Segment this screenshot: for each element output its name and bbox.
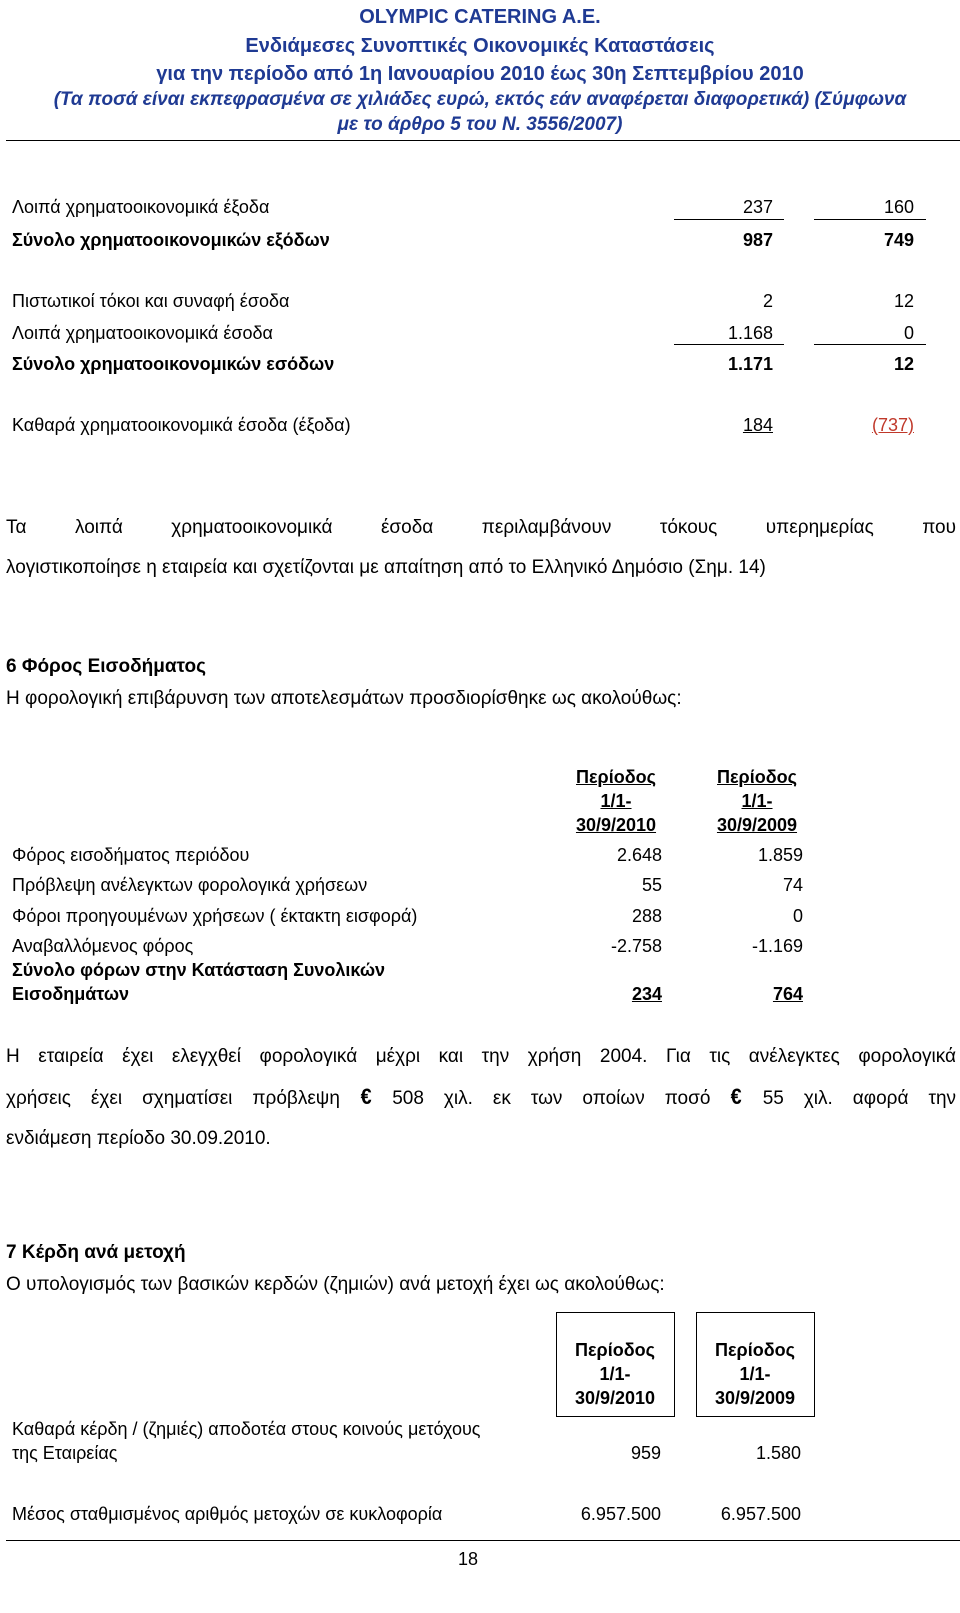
footer-divider bbox=[6, 1540, 960, 1541]
table-row-label: Πρόβλεψη ανέλεγκτων φορολογικά χρήσεων bbox=[12, 875, 368, 895]
table-cell-value: 184 bbox=[742, 415, 773, 435]
paragraph-text: χρήσεις έχει σχηματίσει πρόβλεψη bbox=[6, 1088, 340, 1109]
table-cell-value: -1.169 bbox=[751, 936, 803, 956]
table-cell-value: (737) bbox=[871, 415, 914, 435]
section-intro: Η φορολογική επιβάρυνση των αποτελεσμάτων προσδιορίσθηκε ως ακολούθως: bbox=[6, 688, 682, 709]
column-header bbox=[696, 765, 818, 837]
table-cell-value: 1.580 bbox=[755, 1443, 801, 1463]
table-row-label: της Εταιρείας bbox=[12, 1443, 118, 1463]
column-header-line: 30/9/2009 bbox=[714, 1388, 796, 1408]
table-cell-value: 987 bbox=[742, 230, 773, 250]
report-period: για την περίοδο από 1η Ιανουαρίου 2010 έως 30η Σεπτεμβρίου 2010 bbox=[156, 63, 804, 85]
table-cell-value: 959 bbox=[630, 1443, 661, 1463]
column-header bbox=[696, 1338, 814, 1410]
table-cell-value: 6.957.500 bbox=[720, 1504, 801, 1524]
report-note-line1: (Τα ποσά είναι εκπεφρασμένα σε χιλιάδες ευρώ, εκτός εάν αναφέρεται διαφορετικά) (Σύμφωνα bbox=[53, 89, 907, 110]
paragraph-line: Τα λοιπά χρηματοοικονομικά έσοδα περιλαμβάνουν τόκους υπερημερίας που bbox=[6, 517, 956, 538]
table-total-label: Σύνολο φόρων στην Κατάσταση Συνολικών bbox=[12, 960, 386, 980]
column-header bbox=[556, 1338, 674, 1410]
section-title: 7 Κέρδη ανά μετοχή bbox=[6, 1242, 186, 1263]
table-cell-value: 237 bbox=[742, 197, 773, 217]
table-row-label: Φόροι προηγουμένων χρήσεων ( έκτακτη εισφορά) bbox=[12, 906, 418, 926]
table-row-label: Καθαρά κέρδη / (ζημιές) αποδοτέα στους κοινούς μετόχους bbox=[12, 1419, 481, 1439]
table-row-label: Μέσος σταθμισμένος αριθμός μετοχών σε κυκλοφορία bbox=[12, 1504, 443, 1524]
paragraph-interest-note bbox=[6, 508, 956, 588]
column-header-line: 1/1- bbox=[599, 1364, 631, 1384]
table-cell-value: 12 bbox=[893, 354, 914, 374]
table-total-value: 234 bbox=[631, 984, 662, 1004]
table-cell-value: -2.758 bbox=[610, 936, 662, 956]
subtotal-rule bbox=[674, 219, 784, 220]
column-header-line: 1/1- bbox=[739, 1364, 771, 1384]
section-title: 6 Φόρος Εισοδήματος bbox=[6, 656, 206, 677]
euro-icon: € bbox=[731, 1084, 743, 1109]
table-row-label: Σύνολο χρηματοοικονομικών εξόδων bbox=[12, 230, 330, 250]
table-row-label: Λοιπά χρηματοοικονομικά έσοδα bbox=[12, 323, 273, 343]
table-total-value: 764 bbox=[772, 984, 803, 1004]
table-row-label: Καθαρά χρηματοοικονομικά έσοδα (έξοδα) bbox=[12, 415, 351, 435]
table-cell-value: 0 bbox=[903, 323, 914, 343]
table-row-label: Σύνολο χρηματοοικονομικών εσόδων bbox=[12, 354, 335, 374]
column-header bbox=[556, 765, 676, 837]
paragraph-text: 55 χιλ. αφορά την bbox=[762, 1088, 957, 1109]
table-cell-value: 2.648 bbox=[616, 845, 662, 865]
table-cell-value: 1.168 bbox=[727, 323, 773, 343]
table-cell-value: 2 bbox=[762, 291, 773, 311]
table-row-label: Φόρος εισοδήματος περιόδου bbox=[12, 845, 250, 865]
table-cell-value: 55 bbox=[641, 875, 662, 895]
section-intro: Ο υπολογισμός των βασικών κερδών (ζημιών) ανά μετοχή έχει ως ακολούθως: bbox=[6, 1274, 665, 1295]
paragraph-tax-audit bbox=[6, 1037, 956, 1159]
euro-icon: € bbox=[360, 1084, 372, 1109]
column-header-line: Περίοδος bbox=[717, 767, 797, 787]
paragraph-line: λογιστικοποίησε η εταιρεία και σχετίζονται με απαίτηση από το Ελληνικό Δημόσιο (Σημ. 14) bbox=[6, 557, 766, 578]
table-total-label: Εισοδημάτων bbox=[12, 984, 130, 1004]
table-cell-value: 12 bbox=[893, 291, 914, 311]
paragraph-line: ενδιάμεση περίοδο 30.09.2010. bbox=[6, 1128, 271, 1149]
table-cell-value: 74 bbox=[782, 875, 803, 895]
report-title: Ενδιάμεσες Συνοπτικές Οικονομικές Καταστάσεις bbox=[245, 35, 715, 57]
column-header-line: Περίοδος bbox=[576, 767, 656, 787]
table-row-label: Αναβαλλόμενος φόρος bbox=[12, 936, 194, 956]
subtotal-rule bbox=[674, 344, 784, 345]
company-name: OLYMPIC CATERING A.E. bbox=[359, 6, 601, 28]
page-number: 18 bbox=[457, 1549, 479, 1569]
table-cell-value: 160 bbox=[883, 197, 914, 217]
table-cell-value: 1.171 bbox=[727, 354, 773, 374]
column-header-line: 1/1- bbox=[741, 791, 773, 811]
column-header-line: 1/1- bbox=[600, 791, 632, 811]
column-header-line: 30/9/2009 bbox=[716, 815, 798, 835]
header-divider bbox=[6, 140, 960, 141]
table-cell-value: 6.957.500 bbox=[580, 1504, 661, 1524]
table-cell-value: 1.859 bbox=[757, 845, 803, 865]
column-header-line: Περίοδος bbox=[575, 1340, 655, 1360]
column-header-line: 30/9/2010 bbox=[575, 815, 657, 835]
column-header-line: Περίοδος bbox=[715, 1340, 795, 1360]
table-cell-value: 288 bbox=[631, 906, 662, 926]
subtotal-rule bbox=[814, 219, 926, 220]
subtotal-rule bbox=[814, 344, 926, 345]
paragraph-line: Η εταιρεία έχει ελεγχθεί φορολογικά μέχρι και την χρήση 2004. Για τις ανέλεγκτες φορολογικά bbox=[6, 1046, 956, 1067]
table-cell-value: 749 bbox=[883, 230, 914, 250]
table-row-label: Λοιπά χρηματοοικονομικά έξοδα bbox=[12, 197, 270, 217]
report-note-line2: με το άρθρο 5 του Ν. 3556/2007) bbox=[337, 114, 623, 135]
paragraph-line bbox=[6, 1077, 956, 1119]
paragraph-text: 508 χιλ. εκ των οποίων ποσό bbox=[392, 1088, 711, 1109]
table-cell-value: 0 bbox=[792, 906, 803, 926]
table-row-label: Πιστωτικοί τόκοι και συναφή έσοδα bbox=[12, 291, 290, 311]
column-header-line: 30/9/2010 bbox=[574, 1388, 656, 1408]
